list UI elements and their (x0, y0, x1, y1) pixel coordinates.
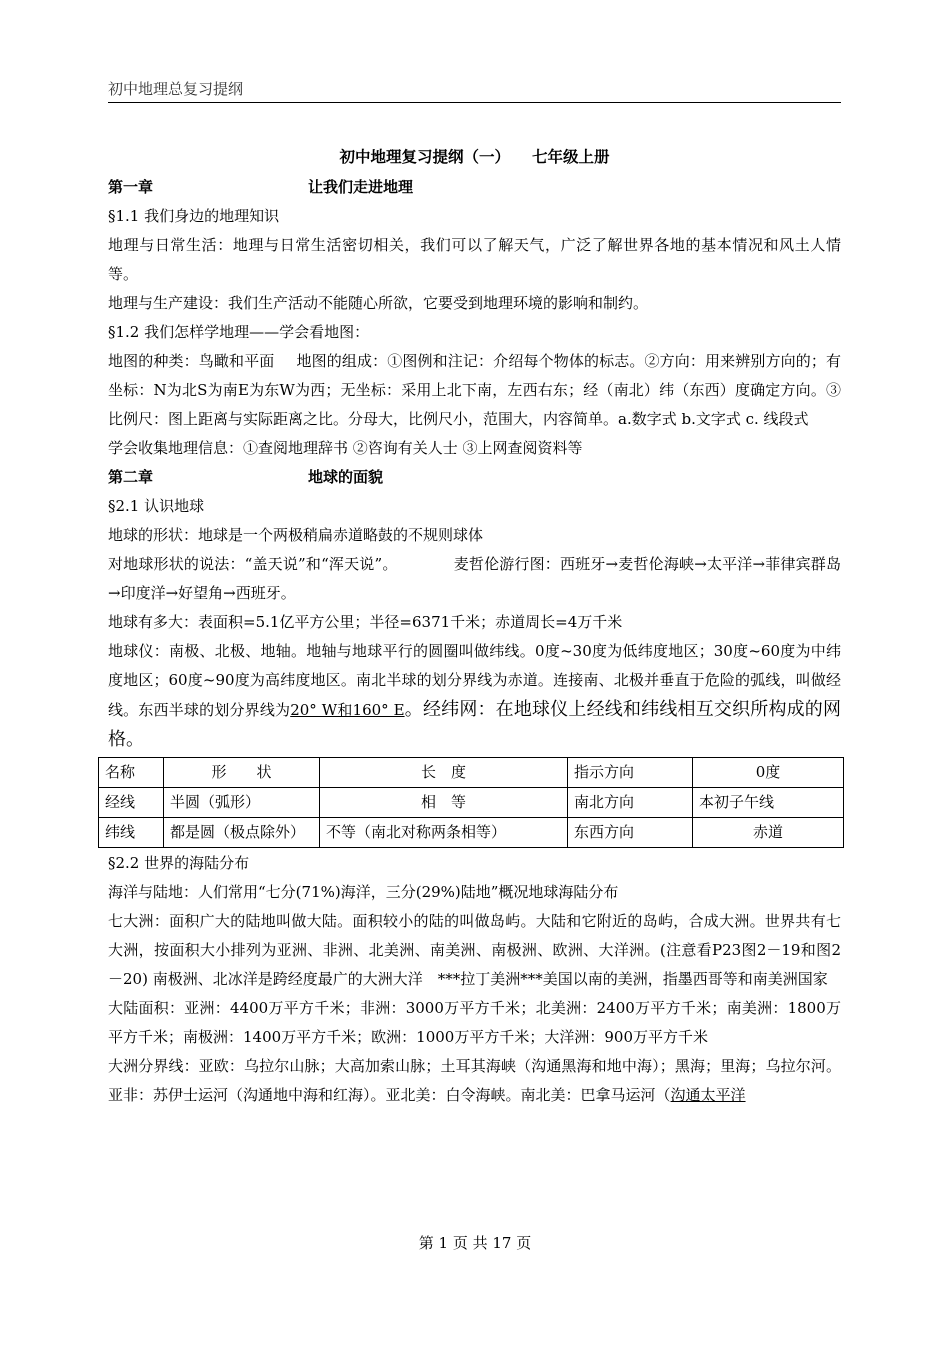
paragraph-earth-shape: 地球的形状：地球是一个两极稍扁赤道略鼓的不规则球体 (108, 526, 484, 544)
paragraph-earth-size: 地球有多大：表面积=5.1亿平方公里；半径=6371千米；赤道周长=4万千米 (108, 613, 623, 631)
table-cell: 都是圆（极点除外） (164, 818, 320, 848)
paragraph-continent-boundaries (108, 1052, 841, 1110)
table-cell: 半圆（弧形） (164, 788, 320, 818)
section-heading: §1.1 我们身边的地理知识 (108, 207, 280, 225)
map-types: 地图的种类：鸟瞰和平面 (108, 352, 275, 370)
header-cell: 0度 (693, 758, 844, 788)
header-cell: 指示方向 (568, 758, 693, 788)
page-content (105, 142, 841, 1110)
table-header-row (99, 758, 844, 788)
section-heading: §2.2 世界的海陆分布 (108, 854, 250, 872)
chapter-name: 让我们走进地理 (308, 178, 414, 196)
paragraph-sea-land: 海洋与陆地：人们常用“七分(71%)海洋，三分(29%)陆地”概况地球海陆分布 (108, 883, 619, 901)
hemisphere-boundary: 20° W和160° E (290, 701, 405, 719)
table-row (99, 788, 844, 818)
header-cell: 形 状 (164, 758, 320, 788)
lines-comparison-table (98, 757, 844, 848)
chapter-number: 第一章 (108, 178, 154, 196)
title-grade: 七年级上册 (532, 147, 610, 166)
table-cell: 纬线 (99, 818, 164, 848)
table-cell: 赤道 (693, 818, 844, 848)
paragraph-globe (108, 637, 841, 755)
section-heading: §1.2 我们怎样学地理——学会看地图： (108, 323, 370, 341)
chapter-number: 第二章 (108, 468, 154, 486)
table-cell: 东西方向 (568, 818, 693, 848)
section-heading: §2.1 认识地球 (108, 497, 205, 515)
theories-text: 对地球形状的说法：“盖天说”和“浑天说”。 (108, 555, 398, 573)
table-cell: 经线 (99, 788, 164, 818)
paragraph-collect-info: 学会收集地理信息：①查阅地理辞书 ②咨询有关人士 ③上网查阅资料等 (108, 439, 583, 457)
paragraph-production: 地理与生产建设：我们生产活动不能随心所欲，它要受到地理环境的影响和制约。 (108, 294, 649, 312)
table-cell: 南北方向 (568, 788, 693, 818)
paragraph-continents: 七大洲：面积广大的陆地叫做大陆。面积较小的陆的叫做岛屿。大陆和它附近的岛屿，合成大洲。世界共有七大洲，按面积大小排列为亚洲、非洲、北美洲、南美洲、南极洲、欧洲、大洋洲。(注意看P23图2－19和图2－20) 南极洲、北冰洋是跨经度最广的大洲大洋 ***拉丁美洲***美国以南的美洲，指墨西哥等和南美洲国家 (108, 912, 841, 988)
paragraph-daily-life: 地理与日常生活：地理与日常生活密切相关，我们可以了解天气，广泛了解世界各地的基本情况和风土人情等。 (108, 236, 841, 283)
header-cell: 名称 (99, 758, 164, 788)
paragraph-map (108, 347, 841, 434)
boundaries-text: 大洲分界线：亚欧：乌拉尔山脉；大高加索山脉；土耳其海峡（沟通黑海和地中海）；黑海；里海；乌拉尔河。亚非：苏伊士运河（沟通地中海和红海）。亚北美：白令海峡。南北美：巴拿马运河（ (108, 1057, 841, 1104)
paragraph-earth-theories (108, 550, 841, 608)
page-footer: 第 1 页 共 17 页 (418, 1234, 532, 1252)
running-header: 初中地理总复习提纲 (108, 78, 841, 103)
chapter-name: 地球的面貌 (308, 468, 384, 486)
table-row (99, 818, 844, 848)
magellan-route: 麦哲伦游行图：西班牙→麦哲伦海峡→太平洋→菲律宾群岛→印度洋→好望角→西班牙。 (108, 555, 841, 602)
document-title (108, 142, 841, 171)
chapter-heading (108, 463, 841, 492)
paragraph-continent-area: 大陆面积：亚洲：4400万平方千米；非洲：3000万平方千米；北美洲：2400万平方千米；南美洲：1800万平方千米；南极洲：1400万平方千米；欧洲：1000万平方千米；大洋洲：900万平方千米 (108, 999, 841, 1046)
map-components: 地图的组成：①图例和注记：介绍每个物体的标志。②方向：用来辨别方向的；有坐标：N为北S为南E为东W为西；无坐标：采用上北下南，左西右东；经（南北）纬（东西）度确定方向。③比例尺：图上距离与实际距离之比。分母大，比例尺小，范围大，内容简单。a.数字式 b.文字式 c. 线段式 (108, 352, 841, 428)
table-cell: 不等（南北对称两条相等） (320, 818, 568, 848)
table-cell: 相 等 (320, 788, 568, 818)
globe-text: 地球仪：南极、北极、地轴。地轴与地球平行的圆圈叫做纬线。0度~30度为低纬度地区；30度~60度为中纬度地区；60度~90度为高纬度地区。南北半球的划分界线为赤道。连接南、北极并垂直于危险的弧线，叫做经线。东西半球的划分界线为 (108, 642, 841, 719)
header-cell: 长 度 (320, 758, 568, 788)
title-main: 初中地理复习提纲（一） (339, 147, 510, 166)
table-cell: 本初子午线 (693, 788, 844, 818)
graticule-definition: 。经纬网：在地球仪上经线和纬线相互交织所构成的网格。 (108, 699, 841, 750)
chapter-heading (108, 173, 841, 202)
canal-note: 沟通太平洋 (670, 1086, 746, 1104)
